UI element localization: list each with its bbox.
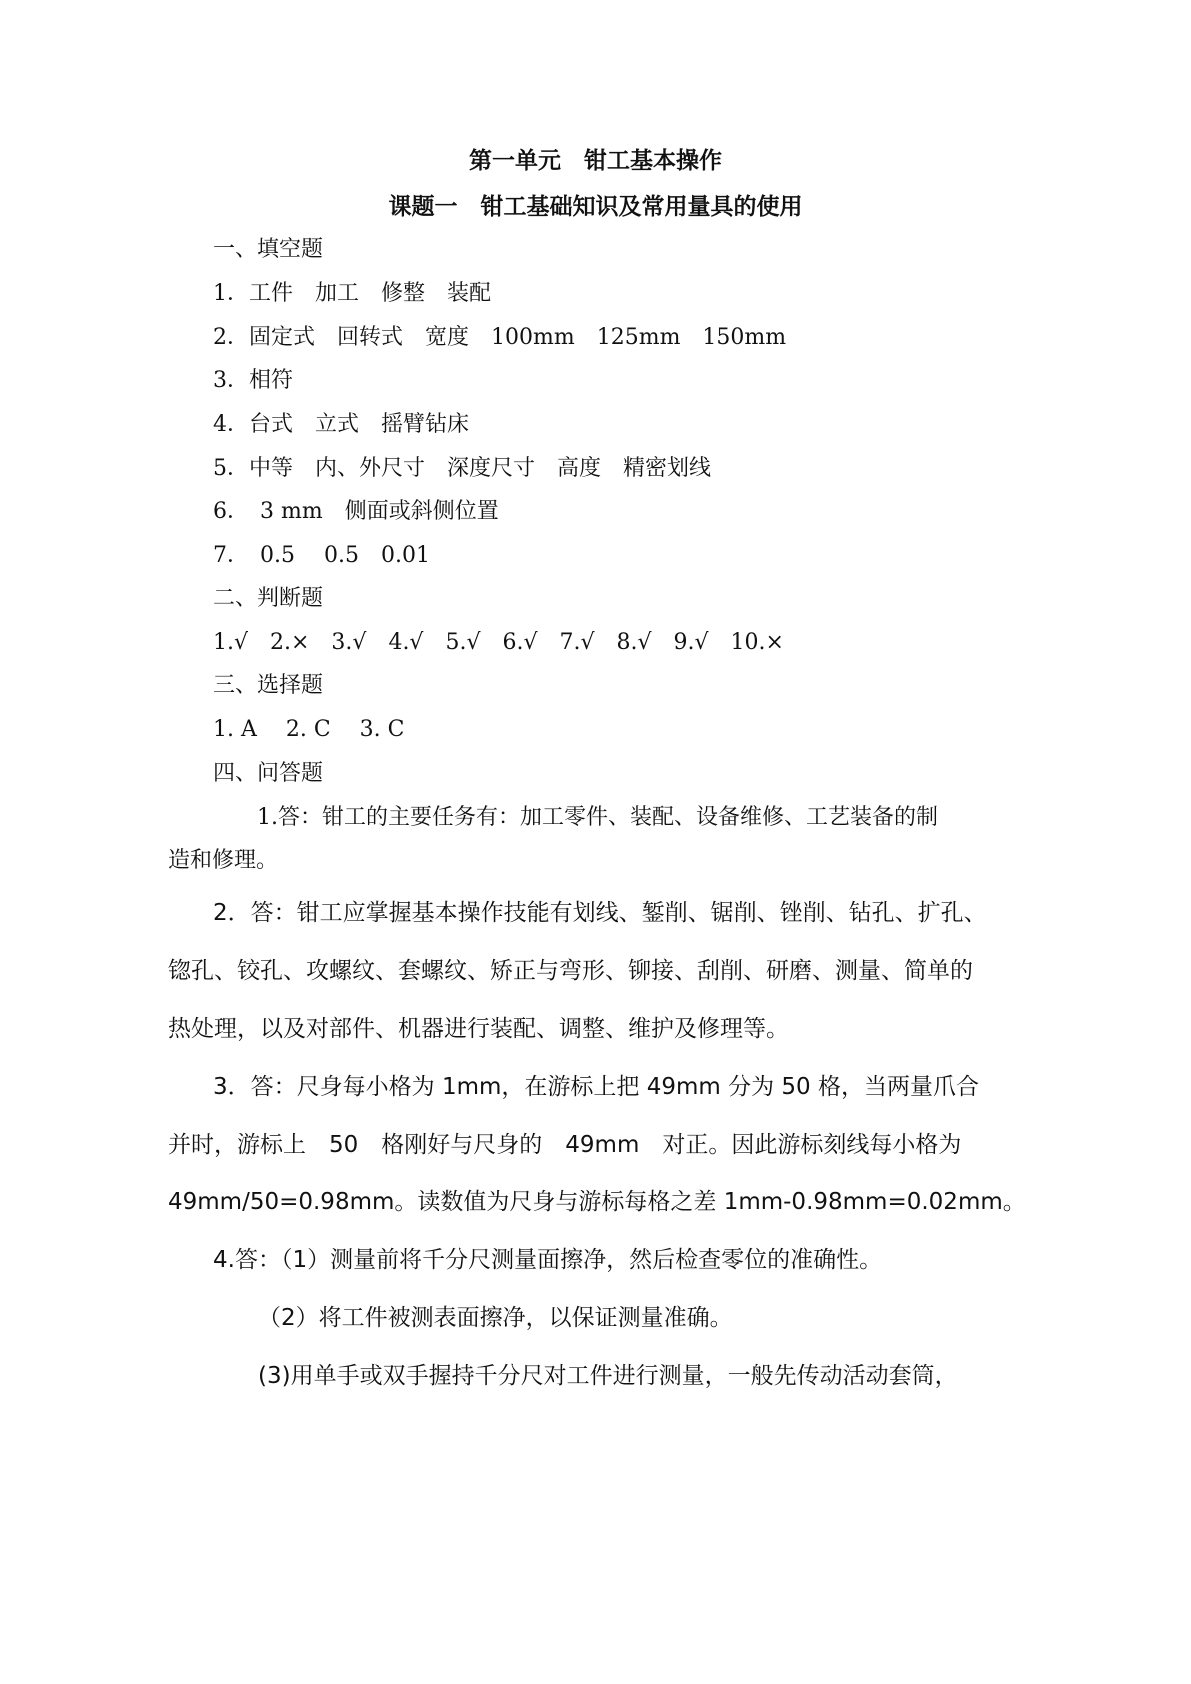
answer-4-line-3: (3)用单手或双手握持千分尺对工件进行测量，一般先传动活动套筒，: [258, 1363, 958, 1389]
answer-2-line-1: 2．答：钳工应掌握基本操作技能有划线、錾削、锯削、锉削、钻孔、扩孔、: [213, 900, 987, 926]
fill-in-answer-4: 4．台式 立式 摇臂钻床: [213, 412, 469, 437]
true-false-answers: 1.√ 2.× 3.√ 4.√ 5.√ 6.√ 7.√ 8.√ 9.√ 10.×: [213, 630, 784, 655]
fill-in-answer-2: 2．固定式 回转式 宽度 100mm 125mm 150mm: [213, 325, 787, 350]
fill-in-answer-5: 5．中等 内、外尺寸 深度尺寸 高度 精密划线: [213, 456, 711, 481]
section-heading-multiple-choice: 三、选择题: [213, 673, 324, 698]
answer-3-line-2: 并时，游标上 50 格刚好与尺身的 49mm 对正。因此游标刻线每小格为: [168, 1132, 962, 1158]
fill-in-answer-7: 7． 0.5 0.5 0.01: [213, 543, 430, 568]
section-heading-fill-in: 一、填空题: [213, 237, 324, 262]
answer-4-line-1: 4.答：（1）测量前将千分尺测量面擦净，然后检查零位的准确性。: [213, 1247, 883, 1273]
fill-in-answer-3: 3．相符: [213, 368, 293, 393]
answer-4-line-2: （2）将工件被测表面擦净，以保证测量准确。: [258, 1305, 733, 1331]
answer-2-line-3: 热处理，以及对部件、机器进行装配、调整、维护及修理等。: [168, 1016, 789, 1042]
fill-in-answer-6: 6． 3 mm 侧面或斜侧位置: [213, 499, 499, 524]
answer-3-line-1: 3．答：尺身每小格为 1mm，在游标上把 49mm 分为 50 格，当两量爪合: [213, 1074, 979, 1100]
fill-in-answer-1: 1．工件 加工 修整 装配: [213, 281, 491, 306]
section-heading-short-answer: 四、问答题: [213, 761, 324, 786]
multiple-choice-answers: 1. A 2. C 3. C: [213, 717, 405, 742]
answer-3-line-3: 49mm/50=0.98mm。读数值为尺身与游标每格之差 1mm-0.98mm=0.02mm。: [168, 1189, 1026, 1215]
chapter-title: 第一单元 钳工基本操作: [469, 148, 722, 174]
lesson-title: 课题一 钳工基础知识及常用量具的使用: [388, 194, 803, 220]
section-heading-true-false: 二、判断题: [213, 586, 324, 611]
answer-1-line-2: 造和修理。: [168, 848, 279, 873]
answer-2-line-2: 锪孔、铰孔、攻螺纹、套螺纹、矫正与弯形、铆接、刮削、研磨、测量、简单的: [168, 958, 973, 984]
answer-1-line-1: 1.答：钳工的主要任务有：加工零件、装配、设备维修、工艺装备的制: [257, 805, 938, 830]
